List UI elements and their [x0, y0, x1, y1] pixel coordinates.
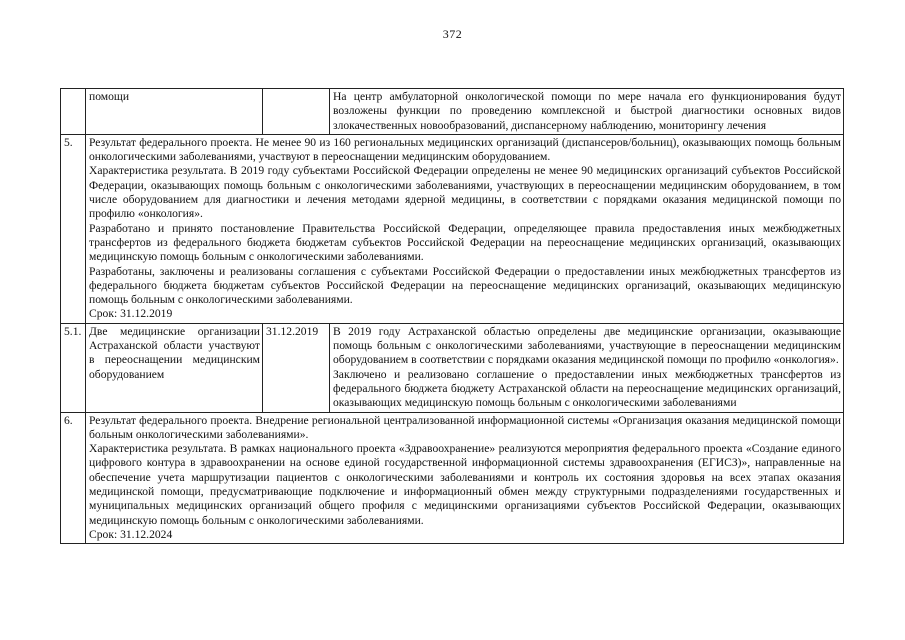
table-row — [61, 134, 844, 323]
row-number-cell — [61, 89, 86, 135]
page-number: 372 — [442, 27, 463, 41]
result-cell — [86, 134, 844, 323]
indicator-cell: помощи — [86, 89, 263, 135]
description-paragraph: Заключено и реализовано соглашение о предоставлении иных межбюджетных трансфертов из федерального бюджета бюджету Астраханской области на переоснащение медицинских организаций, оказывающих медицинскую помощь больным с онкологическими заболеваниями — [333, 367, 841, 410]
row-number-cell: 6. — [61, 412, 86, 544]
description-paragraph: В 2019 году Астраханской областью определены две медицинские организации, оказывающие помощь больным с онкологическими заболеваниями, участвующие в переоснащении медицинским оборудованием в соответствии с порядками оказания медицинской помощи по профилю «онкология». — [333, 324, 841, 367]
table-row — [61, 412, 844, 544]
deadline-text: Срок: 31.12.2024 — [89, 527, 173, 541]
result-paragraph: Разработаны, заключены и реализованы соглашения с субъектами Российской Федерации о предоставлении иных межбюджетных трансфертов из федерального бюджета бюджетам субъектов Российской Федерации на переоснащение медицинских организаций, оказывающих медицинскую помощь больным с онкологическими заболеваниями. — [89, 264, 841, 307]
date-cell: 31.12.2019 — [263, 323, 330, 412]
result-cell — [86, 412, 844, 544]
result-paragraph: Результат федерального проекта. Не менее 90 из 160 региональных медицинских организаций (диспансеров/больниц), оказывающих помощь больным онкологическими заболеваниями, участвуют в переоснащении медицинским оборудованием. — [89, 135, 841, 164]
indicator-cell: Две медицинские организации Астраханской области участвуют в переоснащении медицинским оборудованием — [86, 323, 263, 412]
result-paragraph: Результат федерального проекта. Внедрение региональной централизованной информационной системы «Организация оказания медицинской помощи больным онкологическими заболеваниями». — [89, 413, 841, 441]
project-results-table — [60, 88, 844, 544]
result-paragraph: Разработано и принято постановление Правительства Российской Федерации, определяющее правила предоставления иных межбюджетных трансфертов из федерального бюджета бюджетам субъектов Российской Федерации на переоснащение медицинских организаций, оказывающих медицинскую помощь больным с онкологическими заболеваниями. — [89, 221, 841, 264]
result-paragraph: Характеристика результата. В 2019 году субъектами Российской Федерации определены не менее 90 медицинских организаций субъектов Российской Федерации, оказывающих помощь больным с онкологическими заболеваниями, участвующих в переоснащении медицинским оборудованием, в том числе оборудованием для диагностики и лечения методами ядерной медицины, в соответствии с порядками оказания медицинской помощи по профилю «онкология». — [89, 164, 841, 221]
description-cell: На центр амбулаторной онкологической помощи по мере начала его функционирования будут возложены функции по проведению комплексной и быстрой диагностики основных видов злокачественных новообразований, диспансерному наблюдению, мониторингу лечения — [330, 89, 844, 135]
deadline-text: Срок: 31.12.2019 — [89, 307, 173, 321]
row-number-cell: 5. — [61, 134, 86, 323]
row-number-cell: 5.1. — [61, 323, 86, 412]
table-row — [61, 323, 844, 412]
description-cell — [330, 323, 844, 412]
table-row — [61, 89, 844, 135]
result-paragraph: Характеристика результата. В рамках национального проекта «Здравоохранение» реализуются мероприятия федерального проекта «Создание единого цифрового контура в здравоохранении на основе единой государственной информационной системы здравоохранения (ЕГИСЗ)», направленные на обеспечение учета маршрутизации пациентов с онкологическими заболеваниями и контроль их состояния здоровья на всех этапах оказания медицинской помощи, предусматривающие подключение и информационный обмен между структурными подразделениями государственных и муниципальных медицинских организаций общего профиля с медицинскими организациями субъектов Российской Федерации, оказывающих медицинскую помощь больным с онкологическими заболеваниями. — [89, 442, 841, 527]
date-cell — [263, 89, 330, 135]
